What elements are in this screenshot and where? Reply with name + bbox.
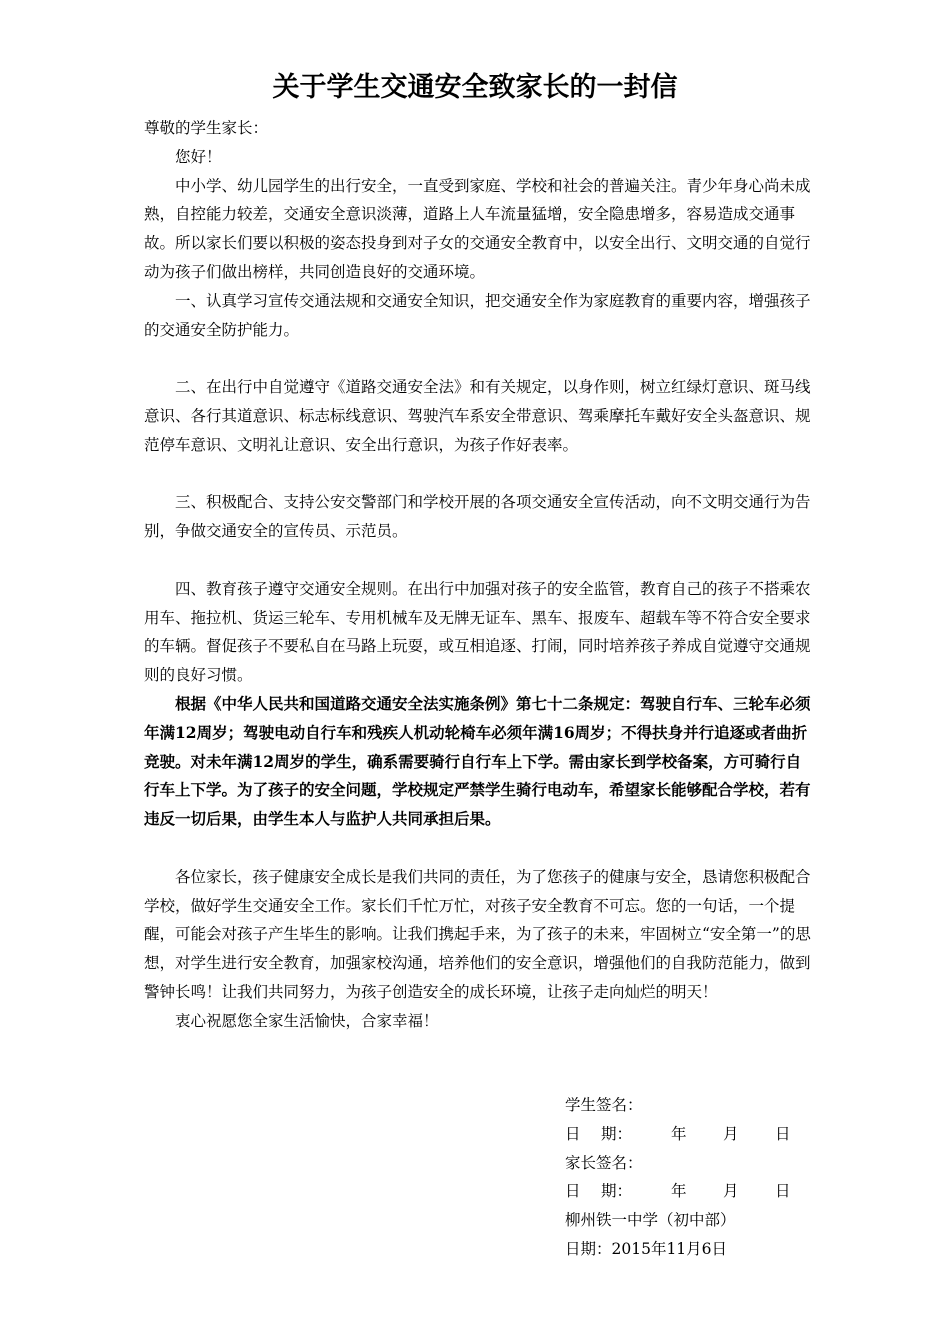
student-date-row [565,1120,865,1149]
date-year: 年 [671,1182,687,1201]
regulation-paragraph: 根据《中华人民共和国道路交通安全法实施条例》第七十二条规定：驾驶自行车、三轮车必须年满12周岁；驾驶电动自行车和残疾人机动轮椅车必须年满16周岁；不得扶身并行追逐或者曲折竞驶。对未年满12周岁的学生，确系需要骑行自行车上下学。需由家长到学校备案，方可骑行自行车上下学。为了孩子的安全问题，学校规定严禁学生骑行电动车，希望家长能够配合学校，若有违反一切后果，由学生本人与监护人共同承担后果。 [144,693,811,829]
document-title: 关于学生交通安全致家长的一封信 [272,72,678,103]
signature-block [565,1091,865,1264]
paragraph-gap [144,834,812,863]
paragraph-gap [144,344,812,373]
date-day: 日 [775,1124,791,1143]
letter-body [144,114,812,1036]
greeting: 您好！ [175,147,222,166]
point-four-paragraph: 四、教育孩子遵守交通安全规则。在出行中加强对孩子的安全监管，教育自己的孩子不搭乘农用车、拖拉机、货运三轮车、专用机械车及无牌无证车、黑车、报废车、超载车等不符合安全要求的车辆。督促孩子不要私自在马路上玩耍，或互相追逐、打闹，同时培养孩子养成自觉遵守交通规则的良好习惯。 [144,579,811,685]
parent-date-row [565,1177,865,1206]
paragraph-gap [144,460,812,489]
date-year: 年 [671,1124,687,1143]
point-two-paragraph: 二、在出行中自觉遵守《道路交通安全法》和有关规定，以身作则，树立红绿灯意识、斑马线意识、各行其道意识、标志标线意识、驾驶汽车系安全带意识、驾乘摩托车戴好安全头盔意识、规范停车意识、文明礼让意识、安全出行意识，为孩子作好表率。 [144,378,811,454]
salutation: 尊敬的学生家长： [144,119,269,137]
student-signature-label: 学生签名： [565,1096,643,1114]
parent-signature-label: 家长签名： [565,1153,643,1172]
date-month: 月 [723,1182,739,1201]
date-month: 月 [723,1124,739,1143]
point-three-paragraph: 三、积极配合、支持公安交警部门和学校开展的各项交通安全宣传活动，向不文明交通行为告别，争做交通安全的宣传员、示范员。 [144,493,811,541]
closing-paragraph: 衷心祝愿您全家生活愉快，合家幸福！ [175,1011,439,1030]
issue-date: 日期：2015年11月6日 [565,1239,728,1258]
date-qi: 期： [601,1124,633,1143]
school-name: 柳州铁一中学（初中部） [565,1211,736,1230]
intro-paragraph: 中小学、幼儿园学生的出行安全，一直受到家庭、学校和社会的普遍关注。青少年身心尚未成熟，自控能力较差，交通安全意识淡薄，道路上人车流量猛增，安全隐患增多，容易造成交通事故。所以家长们要以积极的姿态投身到对子女的交通安全教育中，以安全出行、文明交通的自觉行动为孩子们做出榜样，共同创造良好的交通环境。 [144,176,811,281]
date-day: 日 [775,1182,791,1201]
appeal-paragraph: 各位家长，孩子健康安全成长是我们共同的责任，为了您孩子的健康与安全，恳请您积极配合学校，做好学生交通安全工作。家长们千忙万忙，对孩子安全教育不可忘。您的一句话，一个提醒，可能会对孩子产生毕生的影响。让我们携起手来，为了孩子的未来，牢固树立“安全第一”的思想，对学生进行安全教育，加强家校沟通，培养他们的安全意识，增强他们的自我防范能力，做到警钟长鸣！让我们共同努力，为孩子创造安全的成长环境，让孩子走向灿烂的明天！ [144,867,811,1001]
date-qi: 期： [601,1182,633,1201]
point-one-paragraph: 一、认真学习宣传交通法规和交通安全知识，把交通安全作为家庭教育的重要内容，增强孩子的交通安全防护能力。 [144,291,811,339]
paragraph-gap [144,546,812,575]
date-ri: 日 [565,1124,581,1143]
date-ri: 日 [565,1182,581,1201]
